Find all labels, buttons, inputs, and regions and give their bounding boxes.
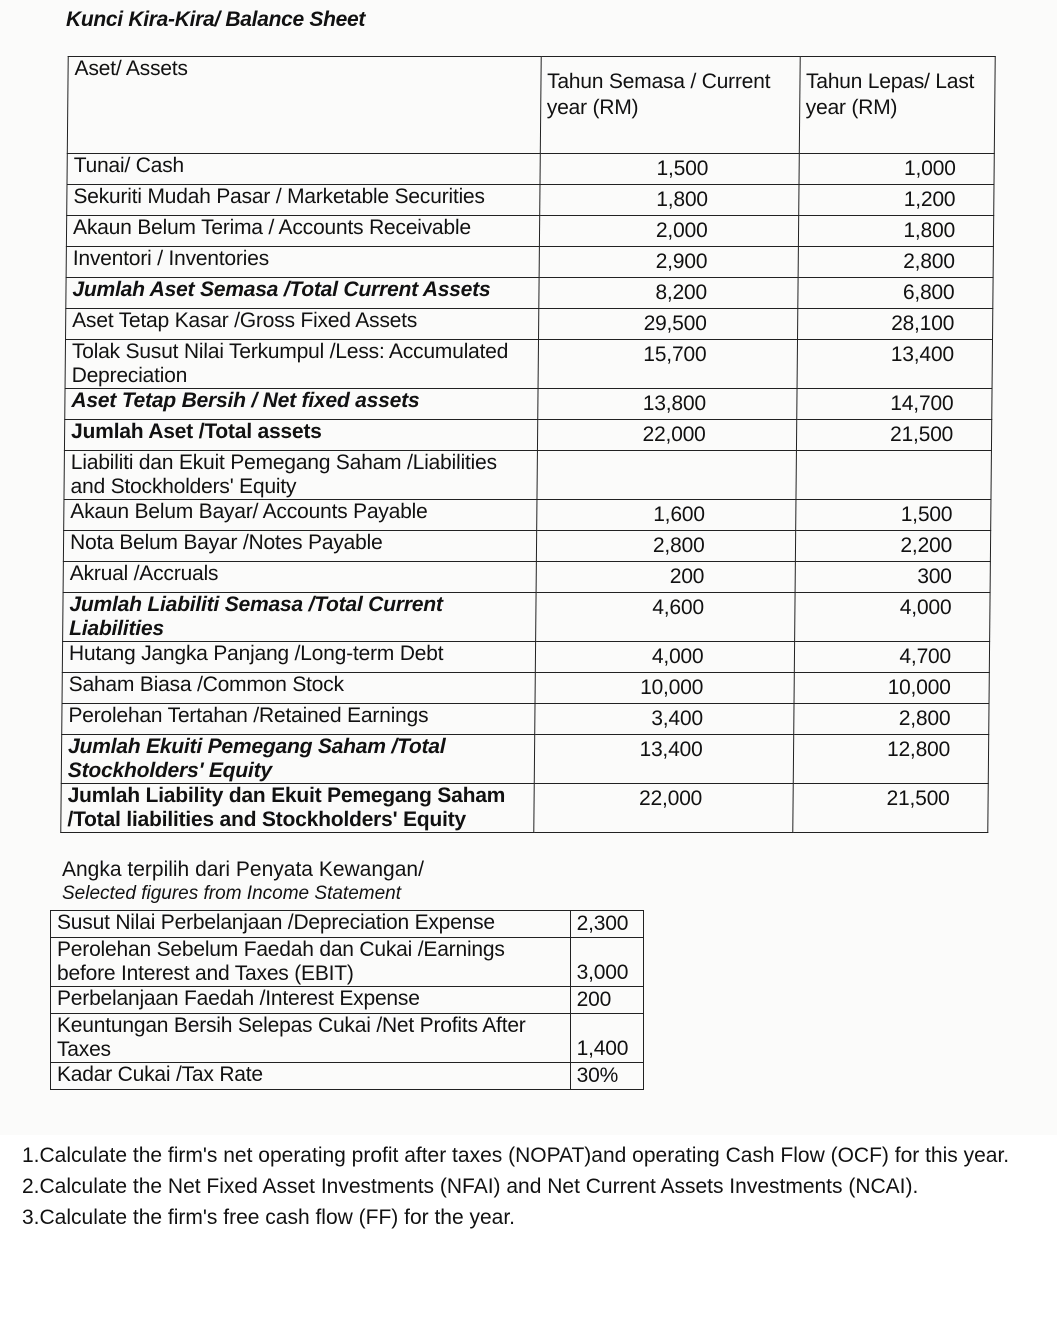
row-last: 28,100 bbox=[797, 309, 993, 340]
income-statement-heading bbox=[62, 858, 424, 906]
table-section-row bbox=[64, 451, 991, 500]
row-label: Akaun Belum Terima / Accounts Receivable bbox=[66, 216, 539, 247]
question-2: 2.Calculate the Net Fixed Asset Investments (NFAI) and Net Current Assets Investments (NCAI). bbox=[22, 1175, 919, 1198]
row-label: Sekuriti Mudah Pasar / Marketable Securities bbox=[67, 185, 540, 216]
table-row-total bbox=[63, 593, 990, 642]
row-value: 30% bbox=[570, 1063, 643, 1090]
row-label: Perolehan Sebelum Faedah dan Cukai /Earnings before Interest and Taxes (EBIT) bbox=[51, 938, 571, 987]
row-current: 1,500 bbox=[540, 154, 799, 185]
table-row-total bbox=[64, 420, 991, 451]
row-last: 6,800 bbox=[797, 278, 993, 309]
row-label: Susut Nilai Perbelanjaan /Depreciation Expense bbox=[51, 911, 571, 938]
row-current: 1,800 bbox=[539, 185, 798, 216]
table-row bbox=[51, 987, 644, 1014]
row-current: 2,900 bbox=[539, 247, 798, 278]
row-label: Tolak Susut Nilai Terkumpul /Less: Accumulated Depreciation bbox=[65, 340, 538, 389]
row-last: 21,500 bbox=[792, 784, 988, 833]
table-row bbox=[62, 673, 989, 704]
row-last: 14,700 bbox=[796, 389, 992, 420]
row-current bbox=[537, 451, 796, 500]
row-current: 3,400 bbox=[534, 704, 793, 735]
row-last: 1,800 bbox=[798, 216, 994, 247]
row-last: 4,000 bbox=[794, 593, 990, 642]
header-assets: Aset/ Assets bbox=[67, 57, 541, 154]
table-row-grand-total bbox=[61, 784, 988, 833]
row-label: Jumlah Aset Semasa /Total Current Assets bbox=[66, 278, 539, 309]
page-title: Kunci Kira-Kira/ Balance Sheet bbox=[66, 8, 366, 31]
row-value: 200 bbox=[570, 987, 643, 1014]
row-current: 13,400 bbox=[534, 735, 793, 784]
row-value: 2,300 bbox=[570, 911, 643, 938]
row-current: 13,800 bbox=[537, 389, 796, 420]
table-row bbox=[67, 154, 994, 185]
row-label: Akrual /Accruals bbox=[63, 562, 536, 593]
row-current: 29,500 bbox=[538, 309, 797, 340]
table-row bbox=[66, 309, 993, 340]
row-last: 4,700 bbox=[794, 642, 990, 673]
row-current: 10,000 bbox=[535, 673, 794, 704]
table-row bbox=[67, 185, 994, 216]
row-last: 1,500 bbox=[795, 500, 991, 531]
table-row bbox=[62, 642, 989, 673]
row-label: Akaun Belum Bayar/ Accounts Payable bbox=[64, 500, 537, 531]
row-last: 12,800 bbox=[793, 735, 989, 784]
table-row bbox=[63, 531, 990, 562]
row-current: 2,000 bbox=[539, 216, 798, 247]
table-header-row bbox=[67, 57, 995, 154]
row-label: Nota Belum Bayar /Notes Payable bbox=[63, 531, 536, 562]
table-row bbox=[66, 216, 993, 247]
table-row bbox=[51, 1014, 644, 1063]
row-label: Keuntungan Bersih Selepas Cukai /Net Profits After Taxes bbox=[51, 1014, 571, 1063]
table-row bbox=[51, 1063, 644, 1090]
question-3: 3.Calculate the firm's free cash flow (FF) for the year. bbox=[22, 1206, 516, 1229]
row-value: 1,400 bbox=[570, 1014, 643, 1063]
row-last: 13,400 bbox=[797, 340, 993, 389]
questions bbox=[22, 1140, 1022, 1233]
question-1: 1.Calculate the firm's net operating profit after taxes (NOPAT)and operating Cash Flow (OCF) for this year. bbox=[22, 1144, 1010, 1167]
income-heading: Angka terpilih dari Penyata Kewangan/ bbox=[62, 858, 424, 881]
row-current: 1,600 bbox=[536, 500, 795, 531]
row-value: 3,000 bbox=[570, 938, 643, 987]
row-last: 300 bbox=[795, 562, 991, 593]
row-current: 4,600 bbox=[535, 593, 794, 642]
row-label: Liabiliti dan Ekuit Pemegang Saham /Liabilities and Stockholders' Equity bbox=[64, 451, 537, 500]
row-label: Aset Tetap Kasar /Gross Fixed Assets bbox=[66, 309, 539, 340]
row-current: 22,000 bbox=[537, 420, 796, 451]
table-row bbox=[51, 911, 644, 938]
row-last: 2,800 bbox=[798, 247, 994, 278]
header-current-year: Tahun Semasa / Current year (RM) bbox=[540, 57, 800, 154]
row-label: Perolehan Tertahan /Retained Earnings bbox=[62, 704, 535, 735]
row-label: Perbelanjaan Faedah /Interest Expense bbox=[51, 987, 571, 1014]
table-row-total bbox=[65, 389, 992, 420]
balance-sheet-table bbox=[60, 56, 995, 833]
row-last: 2,800 bbox=[793, 704, 989, 735]
table-row bbox=[64, 500, 991, 531]
table-row bbox=[66, 247, 993, 278]
table-row-total bbox=[66, 278, 993, 309]
row-current: 8,200 bbox=[538, 278, 797, 309]
row-label: Jumlah Liability dan Ekuit Pemegang Saham /Total liabilities and Stockholders' Equity bbox=[61, 784, 534, 833]
row-last: 10,000 bbox=[794, 673, 990, 704]
row-current: 200 bbox=[536, 562, 795, 593]
row-label: Saham Biasa /Common Stock bbox=[62, 673, 535, 704]
row-last: 1,000 bbox=[798, 154, 994, 185]
income-subheading: Selected figures from Income Statement bbox=[62, 883, 401, 904]
table-row bbox=[51, 938, 644, 987]
row-label: Hutang Jangka Panjang /Long-term Debt bbox=[62, 642, 535, 673]
row-current: 4,000 bbox=[535, 642, 794, 673]
row-label: Jumlah Aset /Total assets bbox=[64, 420, 537, 451]
table-row-total bbox=[61, 735, 988, 784]
row-label: Tunai/ Cash bbox=[67, 154, 540, 185]
row-last: 1,200 bbox=[798, 185, 994, 216]
row-current: 15,700 bbox=[538, 340, 797, 389]
table-row bbox=[62, 704, 989, 735]
row-last bbox=[795, 451, 991, 500]
row-label: Aset Tetap Bersih / Net fixed assets bbox=[65, 389, 538, 420]
row-label: Inventori / Inventories bbox=[66, 247, 539, 278]
row-label: Kadar Cukai /Tax Rate bbox=[51, 1063, 571, 1090]
row-last: 2,200 bbox=[795, 531, 991, 562]
header-last-year: Tahun Lepas/ Last year (RM) bbox=[799, 57, 995, 154]
row-current: 22,000 bbox=[533, 784, 792, 833]
table-row bbox=[63, 562, 990, 593]
row-label: Jumlah Ekuiti Pemegang Saham /Total Stockholders' Equity bbox=[61, 735, 534, 784]
row-last: 21,500 bbox=[796, 420, 992, 451]
row-label: Jumlah Liabiliti Semasa /Total Current Liabilities bbox=[63, 593, 536, 642]
income-statement-table bbox=[50, 910, 644, 1090]
row-current: 2,800 bbox=[536, 531, 795, 562]
table-row bbox=[65, 340, 992, 389]
